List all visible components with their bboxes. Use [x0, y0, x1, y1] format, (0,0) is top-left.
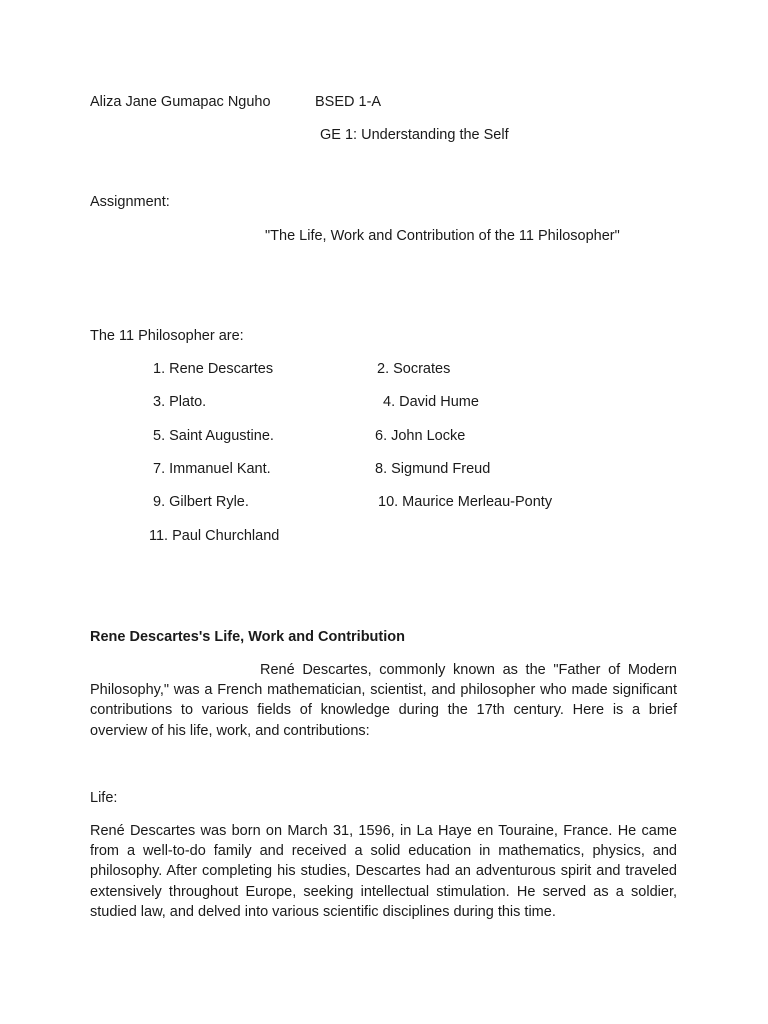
life-label: Life: [90, 790, 118, 806]
list-item: 11. Paul Churchland [149, 528, 280, 544]
intro-paragraph: René Descartes, commonly known as the "Father of Modern Philosophy," was a French mathematician, scientist, and philosopher who made significant contributions to various fields of knowledge during the 17th century. Here is a brief overview of his life, work, and contributions: [90, 662, 677, 739]
list-item: 7. Immanuel Kant. [153, 461, 271, 477]
list-item: 1. Rene Descartes [153, 361, 274, 377]
list-item: 6. John Locke [375, 428, 466, 444]
list-item: 5. Saint Augustine. [153, 428, 274, 444]
student-name: Aliza Jane Gumapac Nguho [90, 94, 271, 110]
list-item: 4. David Hume [383, 394, 479, 410]
philosophers-intro: The 11 Philosopher are: [90, 328, 244, 344]
section-label: BSED 1-A [315, 94, 382, 110]
list-item: 2. Socrates [377, 361, 451, 377]
course-title: GE 1: Understanding the Self [320, 127, 509, 143]
assignment-label: Assignment: [90, 194, 170, 210]
list-item: 10. Maurice Merleau-Ponty [378, 494, 553, 510]
life-paragraph: René Descartes was born on March 31, 1596, in La Haye en Touraine, France. He came from a well-to-do family and received a solid education in mathematics, physics, and philosophy. After completing his studies, Descartes had an adventurous spirit and traveled extensively throughout Europe, seeking intellectual stimulation. He served as a soldier, studied law, and delved into various scientific disciplines during this time. [90, 823, 677, 920]
list-item: 8. Sigmund Freud [375, 461, 491, 477]
section-heading: Rene Descartes's Life, Work and Contribution [90, 629, 405, 645]
assignment-title: "The Life, Work and Contribution of the 11 Philosopher" [265, 228, 620, 244]
list-item: 3. Plato. [153, 394, 207, 410]
list-item: 9. Gilbert Ryle. [153, 494, 249, 510]
